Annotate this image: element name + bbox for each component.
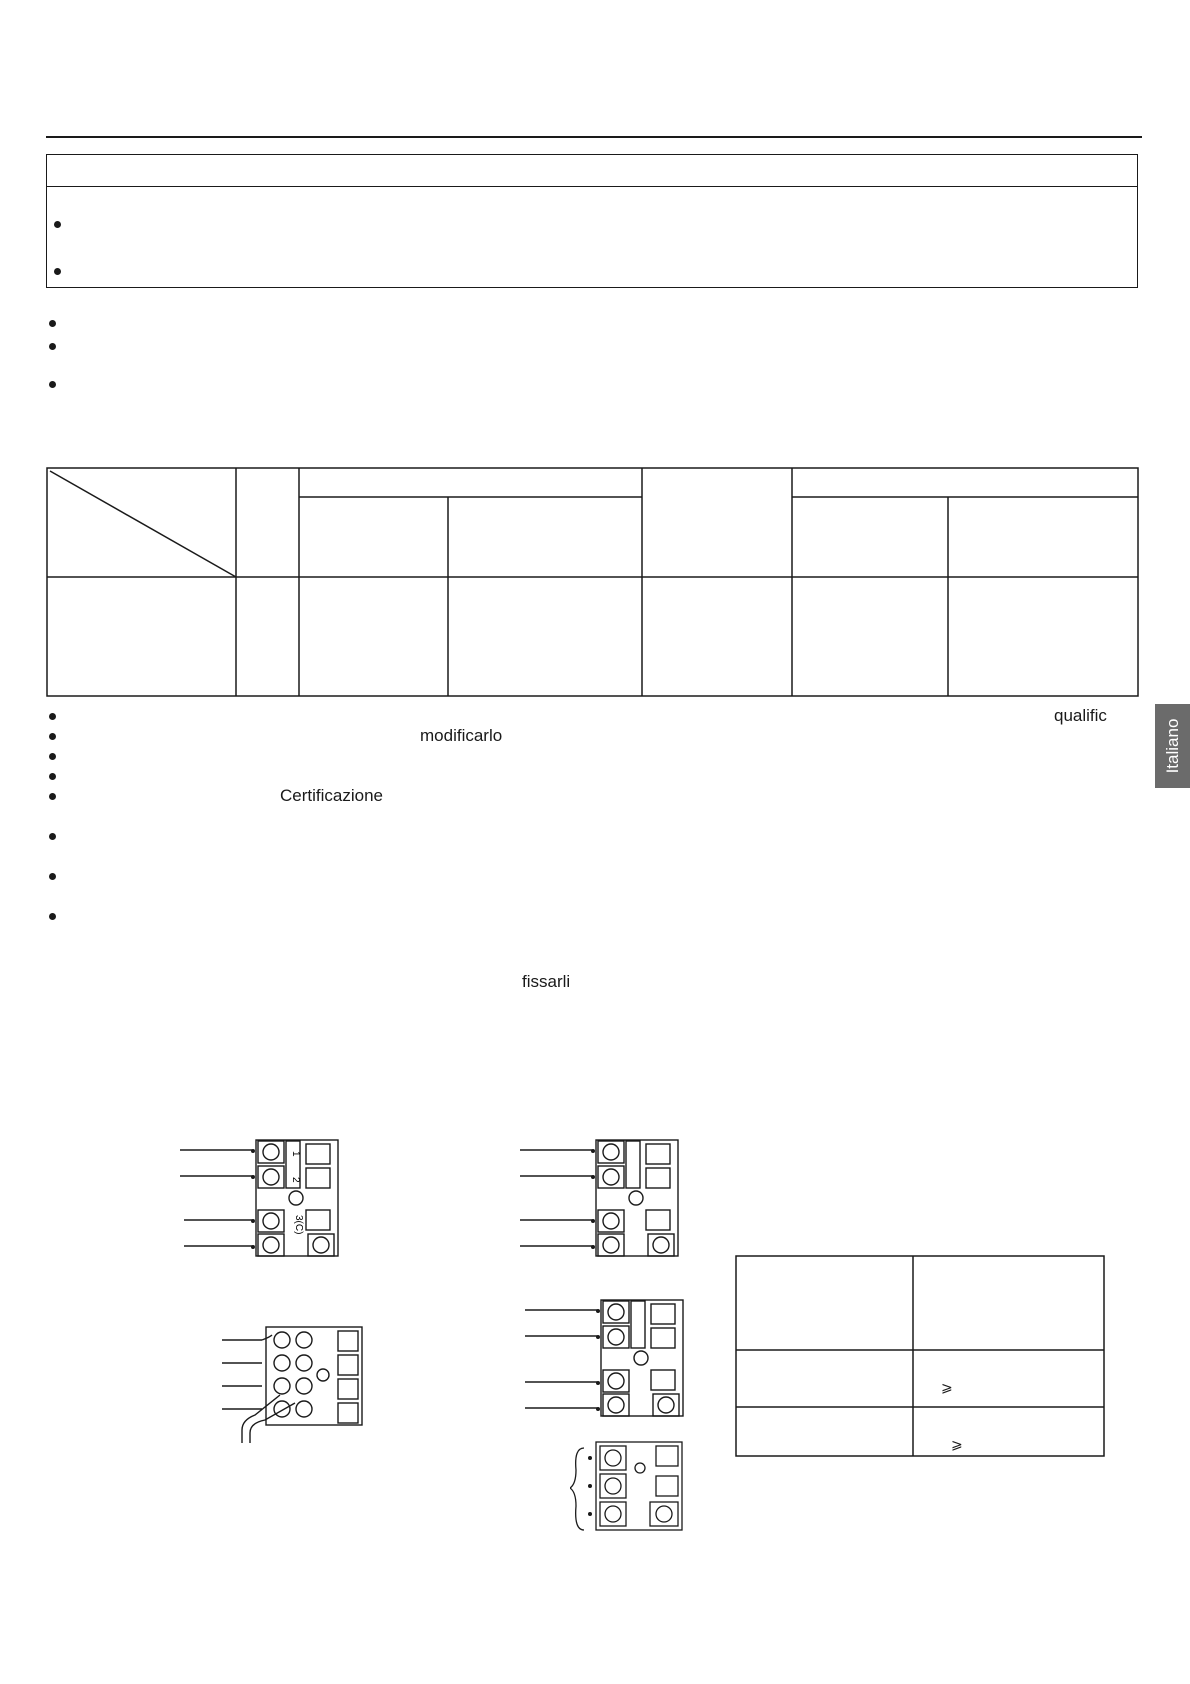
terminal-block-diagram-a bbox=[180, 1138, 350, 1258]
bullet bbox=[49, 873, 56, 880]
bullet bbox=[49, 753, 56, 760]
bullet bbox=[49, 343, 56, 350]
bullet bbox=[49, 733, 56, 740]
header-rule bbox=[46, 136, 1142, 138]
bullet bbox=[49, 793, 56, 800]
terminal-label-2: 2 bbox=[290, 1177, 301, 1183]
bullet bbox=[49, 913, 56, 920]
warning-box-header bbox=[47, 155, 1137, 187]
ge-symbol-1: ⩾ bbox=[941, 1379, 953, 1395]
ge-symbol-2: ⩾ bbox=[951, 1436, 963, 1452]
bullet bbox=[49, 381, 56, 388]
language-tab-label: Italiano bbox=[1162, 718, 1182, 774]
cable-spec-table bbox=[735, 1255, 1107, 1460]
text-modificarlo: modificarlo bbox=[420, 726, 503, 745]
text-qualific: qualific bbox=[1054, 706, 1107, 725]
text-certificazione: Certificazione bbox=[280, 786, 383, 805]
terminal-block-diagram-e bbox=[570, 1440, 685, 1540]
language-tab[interactable] bbox=[1155, 704, 1190, 788]
terminal-label-1: 1 bbox=[290, 1151, 301, 1157]
warning-box bbox=[46, 154, 1138, 288]
bullet bbox=[49, 320, 56, 327]
bullet bbox=[49, 713, 56, 720]
bullet bbox=[49, 773, 56, 780]
terminal-block-diagram-c bbox=[220, 1325, 370, 1445]
bullet bbox=[54, 268, 61, 275]
text-fissarli: fissarli bbox=[522, 972, 571, 991]
spec-table bbox=[46, 467, 1140, 699]
bullet bbox=[54, 221, 61, 228]
terminal-block-diagram-b bbox=[520, 1138, 690, 1258]
bullet bbox=[49, 833, 56, 840]
terminal-label-3c: 3(C) bbox=[293, 1215, 304, 1235]
terminal-block-diagram-d bbox=[525, 1298, 695, 1418]
